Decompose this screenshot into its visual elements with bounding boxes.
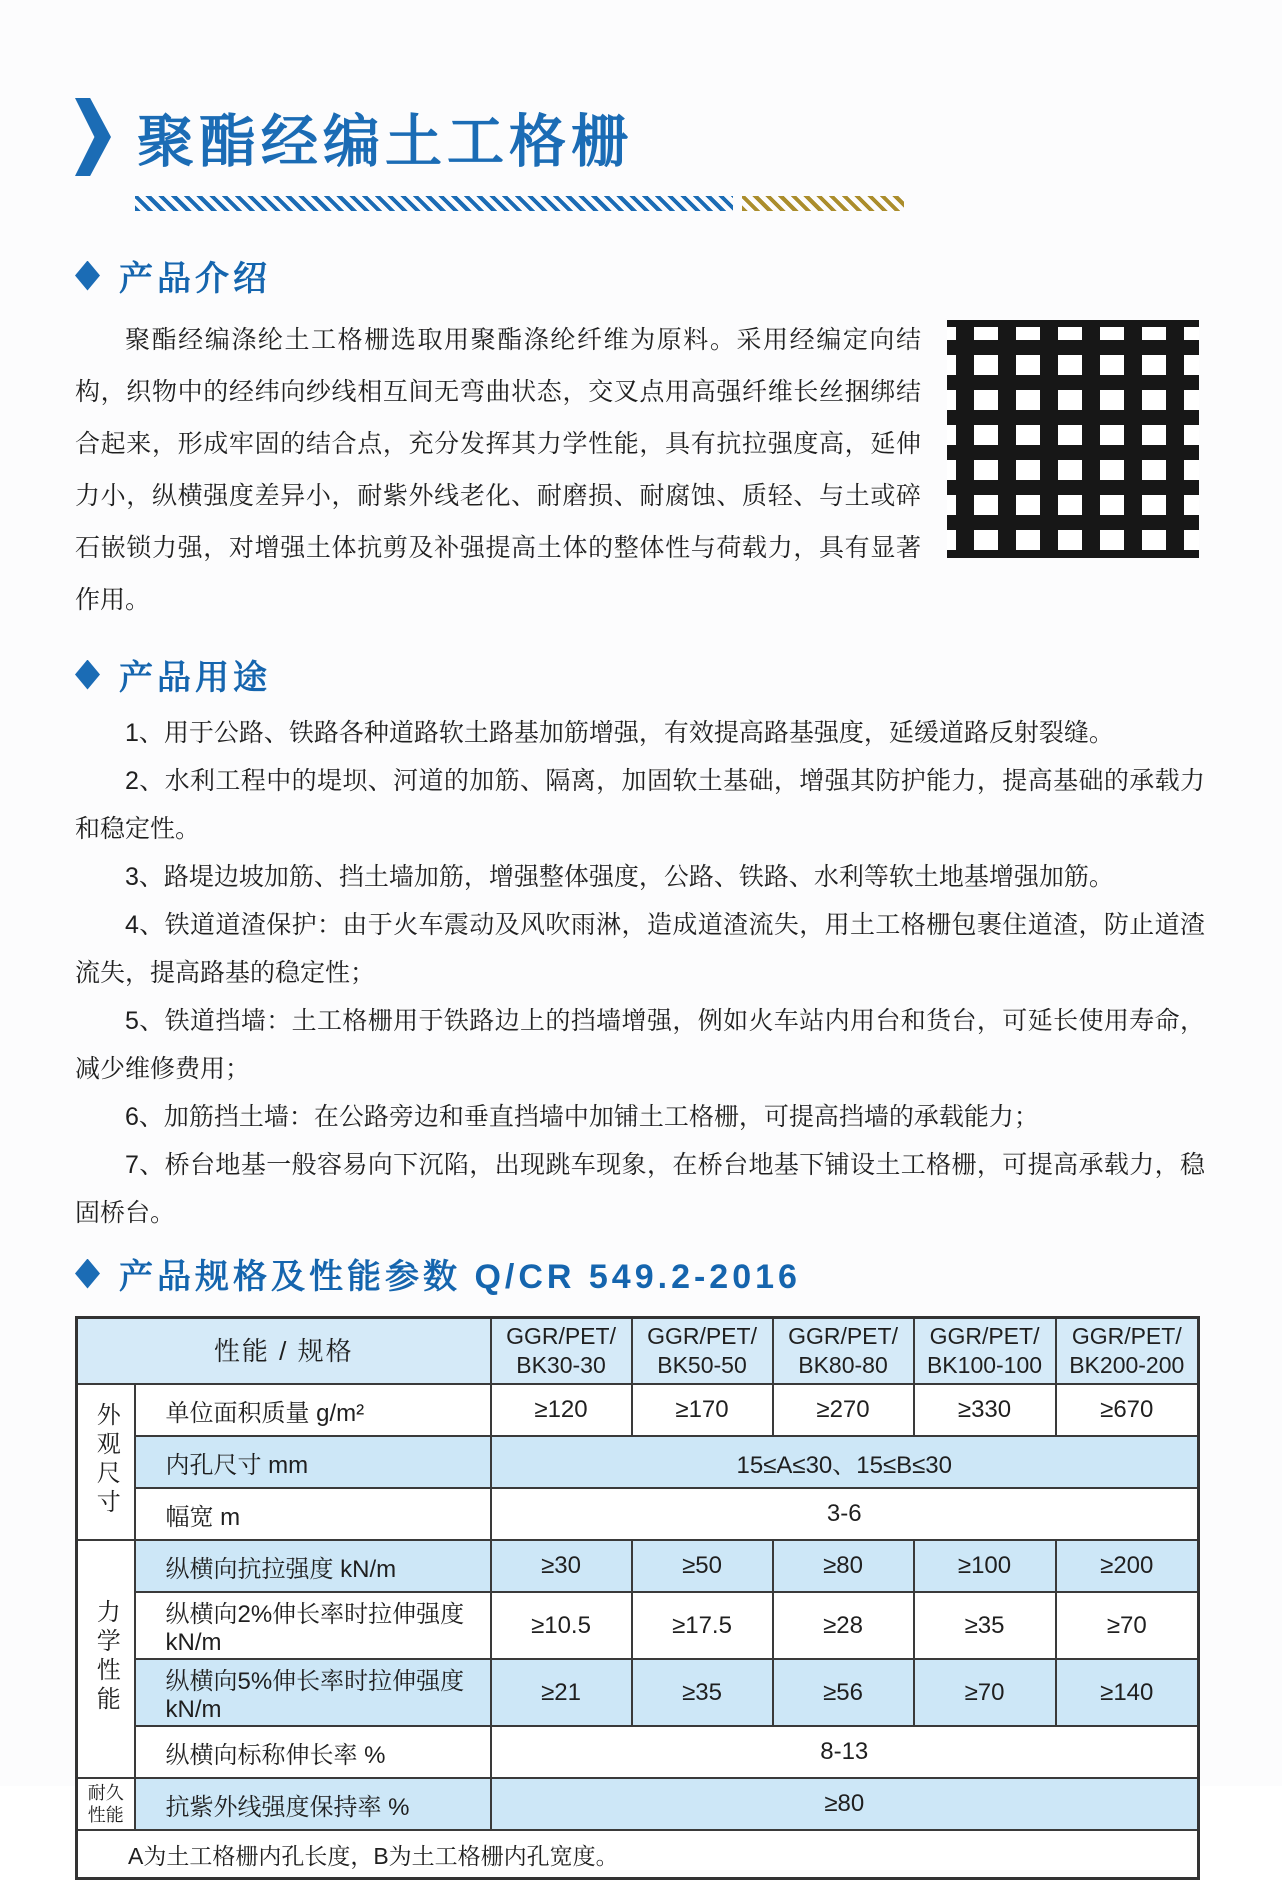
page-title-row [75,95,1205,179]
table-row [77,1540,1199,1592]
table-cell: ≥28 [773,1592,914,1659]
table-cell: ≥670 [1056,1384,1199,1436]
gold-stripes [742,196,904,211]
row-label: 幅宽 m [135,1488,491,1540]
diamond-bullet-icon [75,660,100,690]
table-cell-merged: 3-6 [491,1488,1199,1540]
model-prefix: GGR/PET/ [788,1323,898,1349]
usage-item-2: 2、水利工程中的堤坝、河道的加筋、隔离，加固软土基础，增强其防护能力，提高基础的承载力和稳定性。 [75,767,1205,843]
usage-item-1: 1、用于公路、铁路各种道路软土路基加筋增强，有效提高路基强度，延缓道路反射裂缝。 [125,719,1114,747]
usage-item-7: 7、桥台地基一般容易向下沉陷，出现跳车现象，在桥台地基下铺设土工格栅，可提高承载力，稳固桥台。 [75,1151,1205,1227]
corner-header-cell: 性能 / 规格 [77,1318,491,1385]
table-row [77,1726,1199,1778]
spec-table [75,1316,1200,1880]
table-footnote-row [77,1830,1199,1879]
group-label-mechanical: 力学性能 [77,1540,135,1778]
row-label: 单位面积质量 g/m² [135,1384,491,1436]
table-cell: ≥200 [1056,1540,1199,1592]
column-header [491,1318,632,1385]
row-label: 纵横向2%伸长率时拉伸强度 kN/m [135,1592,491,1659]
table-cell-merged: 8-13 [491,1726,1199,1778]
usage-item-5: 5、铁道挡墙：土工格栅用于铁路边上的挡墙增强，例如火车站内用台和货台，可延长使用寿命，减少维修费用； [75,1007,1205,1083]
model-name: BK200-200 [1069,1352,1185,1378]
table-row [77,1778,1199,1830]
usage-list [75,709,1205,1237]
section-heading-intro [75,251,1205,300]
usage-heading: 产品用途 [119,659,271,697]
row-label: 纵横向标称伸长率 % [135,1726,491,1778]
table-cell: ≥10.5 [491,1592,632,1659]
group-label-appearance: 外观尺寸 [77,1384,135,1540]
usage-item-4: 4、铁道道渣保护：由于火车震动及风吹雨淋，造成道渣流失，用土工格栅包裹住道渣，防止道渣流失，提高路基的稳定性； [75,911,1205,987]
diamond-bullet-icon [75,261,100,291]
table-row [77,1384,1199,1436]
column-header [1056,1318,1199,1385]
table-cell-merged: ≥80 [491,1778,1199,1830]
geogrid-product-photo [947,320,1199,558]
blue-stripes [135,196,733,211]
page-title: 聚酯经编土工格栅 [137,110,633,174]
table-row [77,1592,1199,1659]
table-cell: ≥140 [1056,1659,1199,1726]
column-header [632,1318,773,1385]
usage-item-6: 6、加筋挡土墙：在公路旁边和垂直挡墙中加铺土工格栅，可提高挡墙的承载能力； [125,1103,1039,1131]
table-cell: ≥35 [914,1592,1056,1659]
model-name: BK30-30 [516,1352,606,1378]
row-label: 纵横向5%伸长率时拉伸强度 kN/m [135,1659,491,1726]
model-prefix: GGR/PET/ [929,1323,1040,1349]
model-name: BK50-50 [657,1352,747,1378]
table-cell: ≥56 [773,1659,914,1726]
table-cell-merged: 15≤A≤30、15≤B≤30 [491,1436,1199,1488]
table-cell: ≥17.5 [632,1592,773,1659]
intro-block [75,314,1205,626]
table-cell: ≥30 [491,1540,632,1592]
column-header [914,1318,1056,1385]
intro-heading: 产品介绍 [119,260,271,298]
table-cell: ≥100 [914,1540,1056,1592]
group-label-durability: 耐久 性能 [77,1778,135,1830]
table-cell: ≥270 [773,1384,914,1436]
table-cell: ≥80 [773,1540,914,1592]
table-cell: ≥330 [914,1384,1056,1436]
model-prefix: GGR/PET/ [506,1323,616,1349]
chevron-arrow-icon [75,98,111,176]
decorative-stripe-band [135,196,1205,211]
table-cell: ≥70 [914,1659,1056,1726]
table-row [77,1488,1199,1540]
model-prefix: GGR/PET/ [647,1323,757,1349]
model-prefix: GGR/PET/ [1071,1323,1182,1349]
row-label: 抗紫外线强度保持率 % [135,1778,491,1830]
table-row [77,1436,1199,1488]
table-cell: ≥170 [632,1384,773,1436]
model-name: BK100-100 [926,1352,1043,1378]
section-heading-specs [75,1249,1205,1298]
section-heading-usage [75,650,1205,699]
row-label: 纵横向抗拉强度 kN/m [135,1540,491,1592]
row-label: 内孔尺寸 mm [135,1436,491,1488]
column-header [773,1318,914,1385]
table-footnote: A为土工格栅内孔长度，B为土工格栅内孔宽度。 [77,1830,1199,1879]
model-name: BK80-80 [798,1352,888,1378]
intro-paragraph: 聚酯经编涤纶土工格栅选取用聚酯涤纶纤维为原料。采用经编定向结构，织物中的经纬向纱线相互间无弯曲状态，交叉点用高强纤维长丝捆绑结合起来，形成牢固的结合点，充分发挥其力学性能，具有抗拉强度高，延伸力小，纵横强度差异小，耐紫外线老化、耐磨损、耐腐蚀、质轻、与土或碎石嵌锁力强，对增强土体抗剪及补强提高土体的整体性与荷载力，具有显著作用。 [75,326,921,614]
table-header-row [77,1318,1199,1385]
table-cell: ≥70 [1056,1592,1199,1659]
table-cell: ≥120 [491,1384,632,1436]
specs-heading: 产品规格及性能参数 Q/CR 549.2-2016 [119,1258,801,1296]
diamond-bullet-icon [75,1259,100,1289]
table-row [77,1659,1199,1726]
table-cell: ≥35 [632,1659,773,1726]
table-cell: ≥21 [491,1659,632,1726]
usage-item-3: 3、路堤边坡加筋、挡土墙加筋，增强整体强度，公路、铁路、水利等软土地基增强加筋。 [125,863,1114,891]
table-cell: ≥50 [632,1540,773,1592]
